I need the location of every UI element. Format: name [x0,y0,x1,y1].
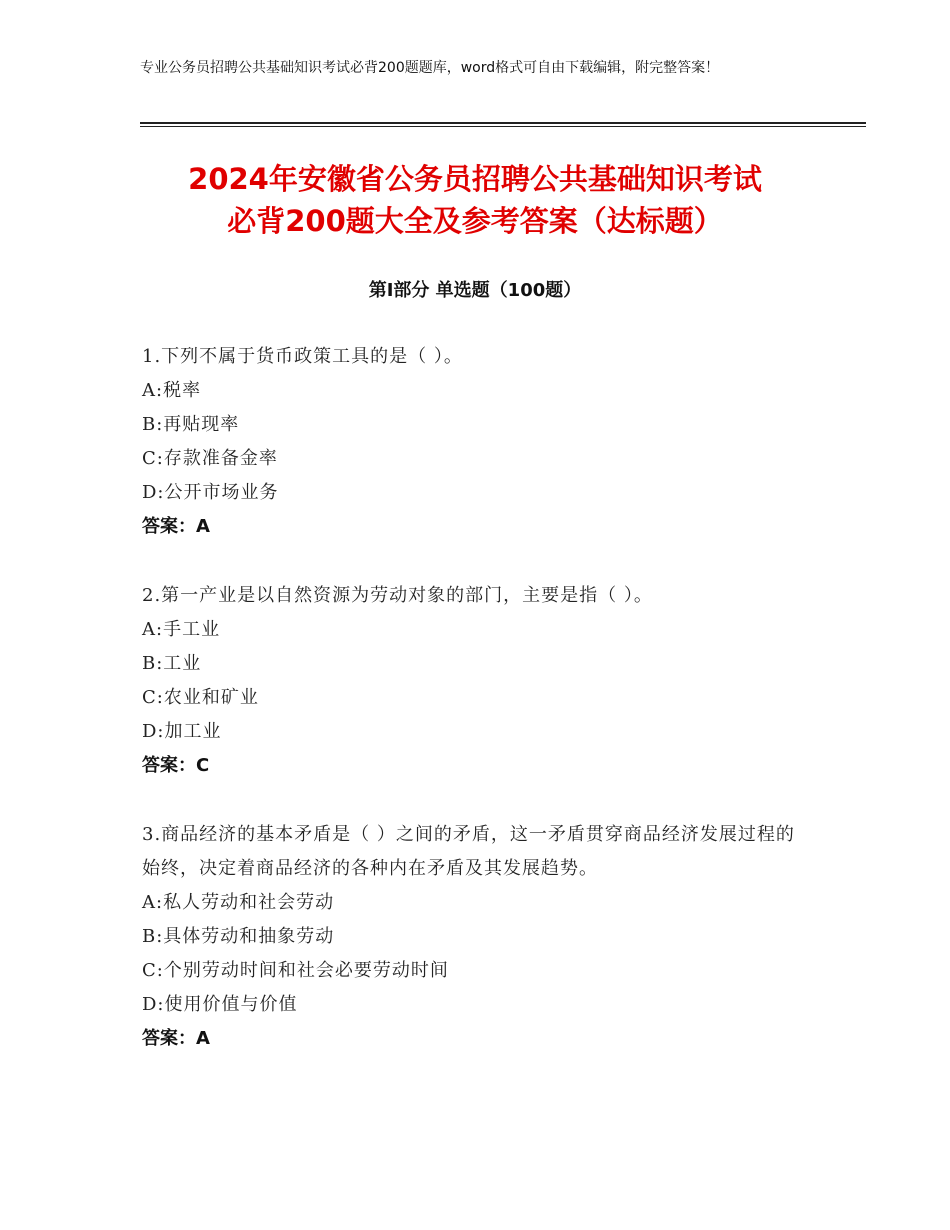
header-rule [140,122,866,124]
title-line-2: 必背200题大全及参考答案（达标题） [227,204,723,238]
document-title [100,158,850,242]
option-b: B:再贴现率 [142,414,240,435]
question-3 [142,818,802,1056]
question-1 [142,340,802,544]
title-line-1: 2024年安徽省公务员招聘公共基础知识考试 [188,162,762,196]
question-2 [142,579,802,783]
option-d: D:公开市场业务 [142,482,279,503]
option-b: B:工业 [142,653,202,674]
answer: 答案：C [142,755,210,776]
question-stem: 3.商品经济的基本矛盾是（ ）之间的矛盾，这一矛盾贯穿商品经济发展过程的始终，决定着商品经济的各种内在矛盾及其发展趋势。 [142,824,795,879]
option-c: C:存款准备金率 [142,448,278,469]
option-a: A:税率 [142,380,202,401]
section-title: 第Ⅰ部分 单选题（100题） [368,280,582,301]
question-stem: 1.下列不属于货币政策工具的是（ ）。 [142,346,463,367]
header-note: 专业公务员招聘公共基础知识考试必背200题题库，word格式可自由下载编辑，附完整答案！ [140,60,720,76]
question-stem: 2.第一产业是以自然资源为劳动对象的部门，主要是指（ ）。 [142,585,653,606]
option-c: C:个别劳动时间和社会必要劳动时间 [142,960,449,981]
header-rule-thin [140,126,866,127]
answer: 答案：A [142,516,210,537]
option-d: D:使用价值与价值 [142,994,298,1015]
option-d: D:加工业 [142,721,222,742]
answer: 答案：A [142,1028,210,1049]
option-b: B:具体劳动和抽象劳动 [142,926,335,947]
option-a: A:手工业 [142,619,221,640]
option-a: A:私人劳动和社会劳动 [142,892,335,913]
option-c: C:农业和矿业 [142,687,259,708]
